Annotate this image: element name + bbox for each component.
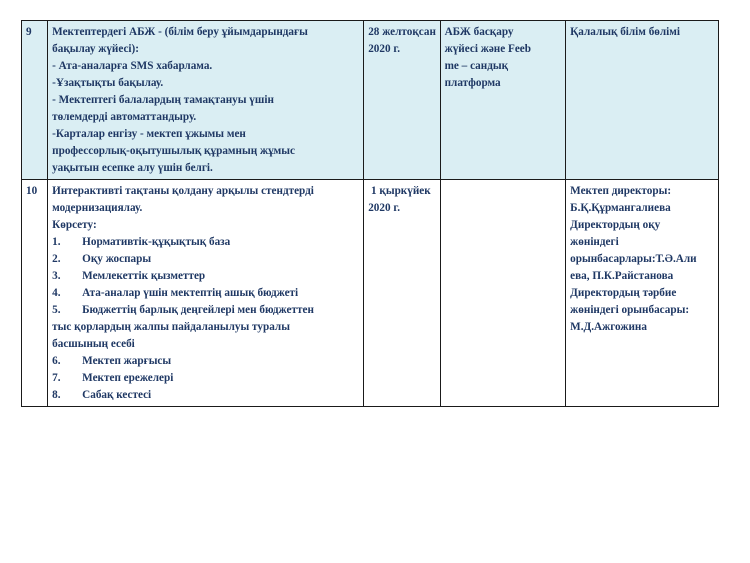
responsible-cell: Қалалық білім бөлімі — [566, 21, 719, 180]
list-item: 6. Мектеп жарғысы — [52, 355, 172, 367]
date-cell: 1 қыркүйек 2020 г. — [364, 180, 440, 407]
tool-cell: АБЖ басқару жүйесі және Feeb me – сандық платформа — [440, 21, 566, 180]
list-item: 4. Ата-аналар үшін мектептің ашық бюджеті — [52, 287, 299, 299]
description-cell: Интерактивті тақтаны қолдану арқылы стендтерді модернизациялау. Көрсету: 1. Нормативтік-құқықтық база 2. Оқу жоспары 3. Мемлекеттік қызметтер 4. Ата-аналар үшін мектептің ашық бюджеті 5. Бюджеттің барлық деңгейлері мен бюджеттен тыс қорлардың жалпы пайдаланылуы туралы басшының есебі 6. Мектеп жарғысы 7. Мектеп ережелері 8. Сабақ кестесі — [48, 180, 364, 407]
list-item: 5. Бюджеттің барлық деңгейлері мен бюджеттен — [52, 304, 314, 316]
description-cell: Мектептердегі АБЖ - (білім беру ұйымдарындағы бақылау жүйесі): - Ата-аналарға SMS хабарлама. -Ұзақтықты бақылау. - Мектептегі балалардың тамақтануы үшін төлемдерді автоматтандыру. -Карталар енгізу - мектеп ұжымы мен профессорлық-оқытушылық құрамның жұмыс уақытын есепке алу үшін белгі. — [48, 21, 364, 180]
responsible-cell: Мектеп директоры: Б.Қ.Құрмангалиева Директордың оқу жөніндегі орынбасарлары:Т.Ә.Али ева, П.К.Райстанова Директордың тәрбие жөніндегі орынбасары: М.Д.Ажгожина — [566, 180, 719, 407]
list-item: 1. Нормативтік-құқықтық база — [52, 236, 231, 248]
display-list-tail — [52, 353, 359, 404]
table-row — [22, 180, 719, 407]
list-item: 7. Мектеп ережелері — [52, 372, 174, 384]
date-cell: 28 желтоқсан 2020 г. — [364, 21, 440, 180]
row-number: 9 — [22, 21, 48, 180]
list-item: 2. Оқу жоспары — [52, 253, 152, 265]
row-number: 10 — [22, 180, 48, 407]
plan-table — [21, 20, 719, 407]
table-row — [22, 21, 719, 180]
list-item: 3. Мемлекеттік қызметтер — [52, 270, 206, 282]
display-list — [52, 234, 359, 319]
list-item: 8. Сабақ кестесі — [52, 389, 152, 401]
tool-cell — [440, 180, 566, 407]
